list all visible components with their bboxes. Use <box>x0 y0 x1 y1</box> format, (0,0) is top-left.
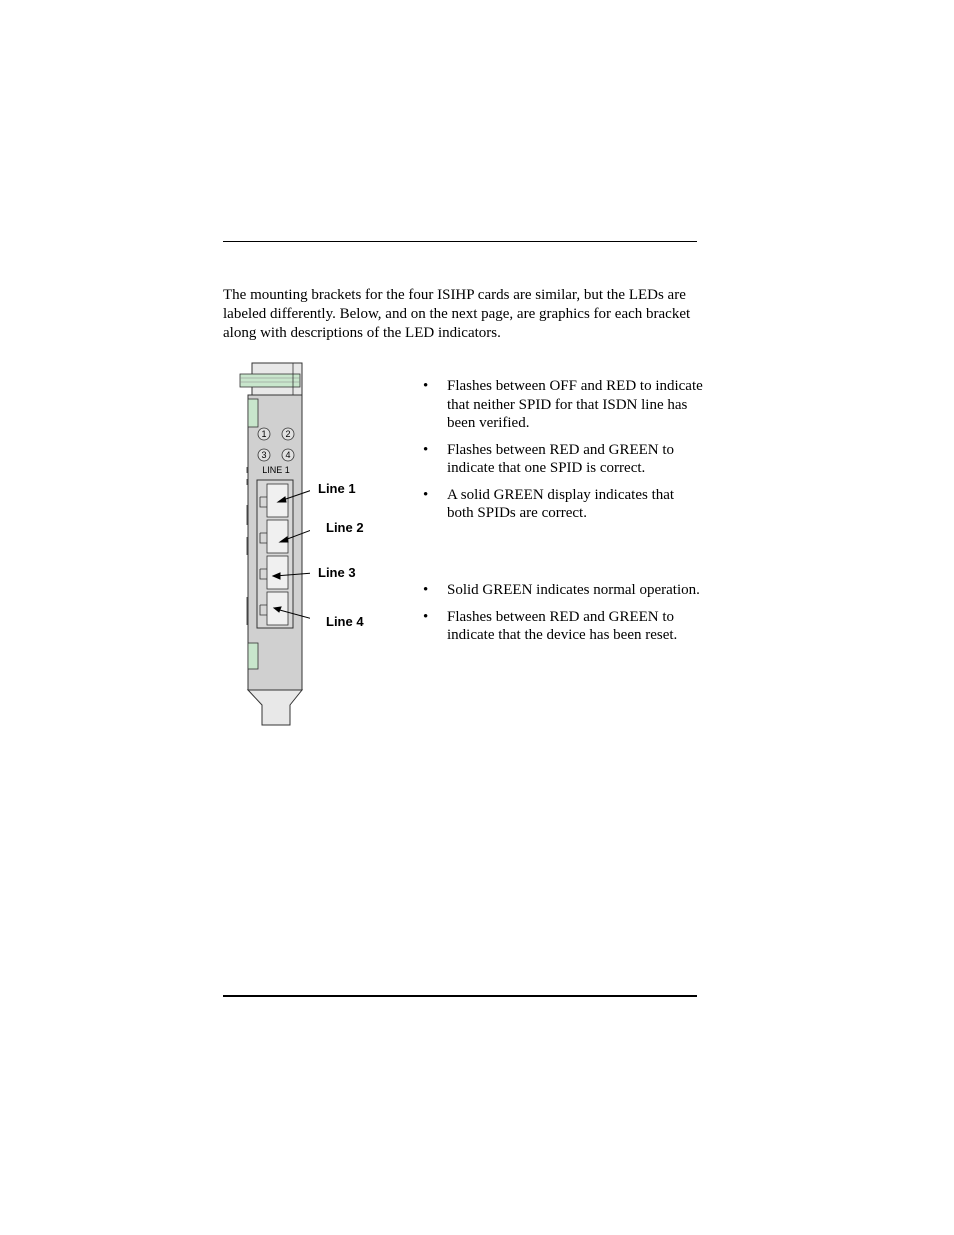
led-number-4: 4 <box>285 450 291 460</box>
callout-line-4: Line 4 <box>326 614 364 629</box>
intro-paragraph: The mounting brackets for the four ISIHP cards are similar, but the LEDs are labeled differently. Below, and on the next page, are graphics for each bracket along with descriptions of the LED indicators. <box>223 287 691 341</box>
footer-rule <box>223 995 697 997</box>
led-number-3: 3 <box>261 450 267 460</box>
led-number-1: 1 <box>261 429 267 439</box>
mounting-bracket-illustration <box>230 355 310 730</box>
list-item: • Solid GREEN indicates normal operation. <box>423 582 700 598</box>
header-rule <box>223 241 697 242</box>
callout-line-1: Line 1 <box>318 481 356 496</box>
status-led-list <box>423 581 703 653</box>
list-item: • Flashes between RED and GREEN to indicate that the device has been reset. <box>423 608 678 643</box>
list-item: • Flashes between RED and GREEN to indicate that one SPID is correct. <box>423 441 675 476</box>
callout-line-3: Line 3 <box>318 565 356 580</box>
list-item: • A solid GREEN display indicates that both SPIDs are correct. <box>423 486 675 521</box>
spid-led-list <box>423 377 703 531</box>
callout-line-2: Line 2 <box>326 520 364 535</box>
led-number-2: 2 <box>285 429 291 439</box>
list-item: • Flashes between OFF and RED to indicate that neither SPID for that ISDN line has been verified. <box>423 378 703 431</box>
panel-label: LINE 1 <box>262 465 290 475</box>
